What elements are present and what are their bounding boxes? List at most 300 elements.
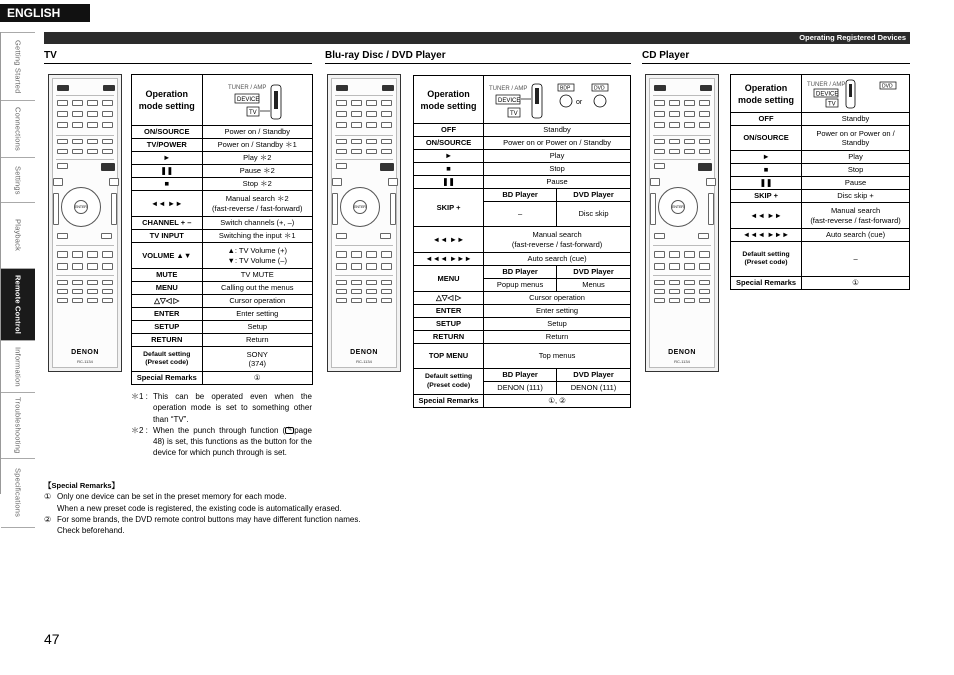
remote-button: [390, 193, 396, 225]
remote-button: [103, 85, 115, 91]
cd-operation-table: [730, 74, 910, 290]
remote-button: [336, 100, 347, 106]
remote-button: [654, 163, 665, 169]
remote-button: [381, 139, 392, 144]
tv-function: Return: [202, 334, 313, 347]
remote-divider: [653, 159, 711, 160]
side-tab-connections[interactable]: [1, 100, 35, 157]
remote-button: [699, 139, 710, 144]
remote-button: [381, 263, 392, 270]
remote-button: [57, 233, 68, 239]
remote-logo: DENON: [71, 349, 99, 356]
tv-function: [202, 191, 313, 217]
tv-key: CHANNEL + –: [132, 217, 203, 230]
default-label-text: Default setting: [143, 350, 191, 358]
tv-key: RETURN: [132, 334, 203, 347]
cd-key: OFF: [731, 113, 802, 126]
remote-button: [72, 263, 83, 270]
tv-key: ►: [132, 152, 203, 165]
remote-model: RC-1134: [674, 359, 690, 364]
remote-button: [654, 100, 665, 106]
remote-button: [72, 289, 83, 294]
cd-function: Stop: [802, 164, 910, 177]
remote-model: RC-1134: [356, 359, 372, 364]
remote-button: [351, 280, 362, 285]
remote-button: [72, 149, 83, 154]
side-tab-specifications[interactable]: [1, 458, 35, 528]
bd-function: Power on or Power on / Standby: [484, 137, 631, 150]
side-tab-label: Information: [13, 346, 23, 387]
dvd-function: Disc skip: [557, 202, 631, 227]
tv-key: MUTE: [132, 269, 203, 282]
side-tab-troubleshooting[interactable]: [1, 392, 35, 458]
side-tab-getting-started[interactable]: [1, 32, 35, 100]
remote-button: [57, 263, 68, 270]
dvd-default-value: DENON (111): [557, 382, 631, 395]
remark2-mark: ②: [44, 514, 52, 524]
bd-function: Pause: [484, 176, 631, 189]
remote-divider: [335, 159, 393, 160]
bd-function: Standby: [484, 124, 631, 137]
remote-button: [57, 163, 68, 169]
tv-function: Play ＊2: [202, 152, 313, 165]
cd-function: Standby: [802, 113, 910, 126]
tv-function: Switching the input ＊1: [202, 230, 313, 243]
remote-button: [669, 139, 680, 144]
dvd-col-header: DVD Player: [557, 369, 631, 382]
tv-key: ◄◄ ►►: [132, 191, 203, 217]
bd-special-label: Special Remarks: [414, 395, 484, 408]
remote-button: [684, 298, 695, 303]
remote-button: [684, 263, 695, 270]
remote-button: [698, 163, 712, 171]
remote-button: [381, 298, 392, 303]
remote-button: [699, 100, 710, 106]
remote-button: [654, 251, 665, 258]
cd-key: ❚❚: [731, 177, 802, 190]
remote-button: [351, 289, 362, 294]
remote-button: [87, 122, 98, 128]
remote-button: [654, 263, 665, 270]
page-number: 47: [44, 631, 60, 647]
remote-button: [699, 263, 710, 270]
bd-function: Stop: [484, 163, 631, 176]
remote-button: [72, 139, 83, 144]
tv-function-line: Manual search ＊2: [225, 194, 289, 204]
remote-button: [72, 251, 83, 258]
bd-function: Top menus: [484, 344, 631, 369]
remote-button: [336, 85, 348, 91]
tv-default-label: [132, 347, 203, 372]
remote-button: [102, 298, 113, 303]
remote-logo: DENON: [668, 349, 696, 356]
remote-button: [72, 100, 83, 106]
remark2-line: Check beforehand.: [57, 526, 125, 536]
tv-function: Setup: [202, 321, 313, 334]
side-tab-label: Connections: [13, 107, 23, 151]
reference-icon: ✎: [287, 427, 293, 434]
remark2-line: For some brands, the DVD remote control buttons may have different function names.: [57, 514, 361, 524]
cd-function: [802, 126, 910, 151]
remote-button: [57, 251, 68, 258]
remote-button: [351, 122, 362, 128]
enter-button: ENTER: [353, 200, 367, 214]
remote-button: [669, 149, 680, 154]
remote-button: [366, 251, 377, 258]
cd-key: ■: [731, 164, 802, 177]
bd-key: TOP MENU: [414, 344, 484, 369]
tv-function: Pause ＊2: [202, 165, 313, 178]
tv-operation-table: [131, 74, 313, 385]
switch-tuner-label: TUNER / AMP: [489, 85, 528, 92]
remote-button: [366, 298, 377, 303]
default-brand: SONY: [246, 349, 268, 359]
remote-button: [336, 111, 347, 117]
remote-button: [87, 251, 98, 258]
remote-button: [366, 280, 377, 285]
remote-button: [336, 163, 347, 169]
cd-mode-heading: Operation mode setting: [731, 75, 802, 113]
bd-function-line: (fast-reverse / fast-forward): [511, 239, 603, 249]
side-tab-label: Remote Control: [13, 274, 23, 335]
side-tab-label: Getting Started: [13, 39, 23, 94]
tv-key: TV/POWER: [132, 139, 203, 152]
cd-function: Disc skip +: [802, 190, 910, 203]
remote-button: [684, 100, 695, 106]
tv-function: Power on / Standby ＊1: [202, 139, 313, 152]
cd-key: SKIP +: [731, 190, 802, 203]
remote-model: RC-1134: [77, 359, 93, 364]
remote-button: [699, 251, 710, 258]
cd-function-line: Power on or Power on /: [816, 128, 895, 138]
dvd-col-header: DVD Player: [557, 266, 631, 279]
side-tab-remote-control[interactable]: [1, 268, 35, 340]
cd-function: [802, 203, 910, 229]
bd-key: ■: [414, 163, 484, 176]
bd-function: Cursor operation: [484, 292, 631, 305]
bd-function-line: Manual search: [532, 230, 582, 240]
tv-remote-image: [48, 74, 122, 372]
remote-button: [102, 122, 113, 128]
bd-key: ❚❚: [414, 176, 484, 189]
remote-button: [381, 111, 392, 117]
tv-special-value: ①: [202, 372, 313, 385]
cd-special-label: Special Remarks: [731, 277, 802, 290]
remote-button: [684, 280, 695, 285]
tv-function: Power on / Standby: [202, 126, 313, 139]
bd-key: SETUP: [414, 318, 484, 331]
remote-button: [366, 122, 377, 128]
remote-button: [57, 289, 68, 294]
remote-button: [669, 122, 680, 128]
side-navigation: [0, 32, 34, 518]
note2-reference[interactable]: page 48): [153, 425, 312, 447]
remote-button: [380, 163, 394, 171]
bd-function: Play: [484, 150, 631, 163]
remote-button: [366, 263, 377, 270]
remote-button: [366, 139, 377, 144]
remote-divider: [335, 95, 393, 96]
cd-default-label: [731, 242, 802, 277]
bd-function: Setup: [484, 318, 631, 331]
remote-button: [380, 233, 391, 239]
bd-key: RETURN: [414, 331, 484, 344]
remote-button: [351, 251, 362, 258]
remote-button: [684, 289, 695, 294]
tv-key: △▽◁ ▷: [132, 295, 203, 308]
remote-divider: [653, 95, 711, 96]
remote-button: [699, 111, 710, 117]
cd-section-title: CD Player: [642, 50, 910, 64]
cd-key: ◄◄◄ ►►►: [731, 229, 802, 242]
remote-button: [102, 251, 113, 258]
remote-divider: [653, 275, 711, 276]
remote-button: [53, 193, 59, 225]
note2-text-end: is set, this functions as the button for the device for which punch through is set.: [153, 437, 312, 458]
default-sub-text: (Preset code): [744, 259, 788, 266]
tv-key: MENU: [132, 282, 203, 295]
remote-button: [332, 178, 342, 186]
remote-button: [366, 111, 377, 117]
mode-switch-icon: [488, 80, 626, 120]
remote-button: [700, 85, 712, 91]
tv-mode-selector: [202, 75, 313, 126]
language-label: ENGLISH: [0, 4, 90, 22]
remote-button: [57, 122, 68, 128]
side-tab-information[interactable]: [1, 340, 35, 392]
remote-button: [669, 251, 680, 258]
remote-button: [72, 298, 83, 303]
bd-col-header: BD Player: [484, 266, 557, 279]
bd-col-header: BD Player: [484, 189, 557, 202]
switch-tv-label: TV: [828, 101, 836, 107]
remote-button: [102, 280, 113, 285]
side-tab-label: Troubleshooting: [13, 397, 23, 454]
remote-button: [351, 263, 362, 270]
remote-button: [381, 289, 392, 294]
remote-divider: [56, 95, 114, 96]
remote-button: [699, 149, 710, 154]
remote-button: [87, 100, 98, 106]
default-label-text: Default setting: [424, 373, 473, 381]
remote-button: [87, 139, 98, 144]
remote-button: [669, 100, 680, 106]
mode-switch-icon: [227, 79, 289, 121]
remote-button: [669, 289, 680, 294]
tv-key: ■: [132, 178, 203, 191]
bd-key: ◄◄ ►►: [414, 227, 484, 253]
tv-key: TV INPUT: [132, 230, 203, 243]
remote-button: [102, 149, 113, 154]
remote-button: [351, 298, 362, 303]
switch-tuner-label: TUNER / AMP: [227, 85, 266, 91]
bd-mode-heading: Operation mode setting: [414, 76, 484, 124]
note1-mark: ＊1 :: [131, 392, 148, 401]
remote-button: [654, 111, 665, 117]
remote-button: [57, 298, 68, 303]
enter-button: ENTER: [74, 200, 88, 214]
remote-button: [699, 122, 710, 128]
remote-button: [650, 193, 656, 225]
remote-button: [654, 233, 665, 239]
remote-button: [336, 289, 347, 294]
remote-button: [102, 289, 113, 294]
remote-button: [654, 280, 665, 285]
remote-button: [101, 233, 112, 239]
remote-divider: [335, 275, 393, 276]
remote-button: [669, 298, 680, 303]
cd-function-line: Standby: [841, 138, 870, 147]
tv-mode-heading: Operation mode setting: [132, 75, 203, 126]
cd-key: ON/SOURCE: [731, 126, 802, 151]
cd-function: Play: [802, 151, 910, 164]
bd-special-value: ①, ②: [484, 395, 631, 408]
tv-function: [202, 243, 313, 269]
dvd-col-header: DVD Player: [557, 189, 631, 202]
remote-button: [336, 263, 347, 270]
side-tab-label: Settings: [13, 165, 23, 195]
tv-notes: [131, 391, 312, 459]
dvd-function: Menus: [557, 279, 631, 292]
remote-button: [336, 122, 347, 128]
remote-button: [669, 280, 680, 285]
side-tab-settings[interactable]: [1, 157, 35, 202]
bd-key: ◄◄◄ ►►►: [414, 253, 484, 266]
bd-key: SKIP +: [414, 189, 484, 227]
cd-default-value: –: [802, 242, 910, 277]
switch-device-label: DEVICE: [236, 97, 259, 103]
remote-button: [87, 111, 98, 117]
remote-button: [102, 139, 113, 144]
tv-function: TV MUTE: [202, 269, 313, 282]
remote-button: [57, 111, 68, 117]
remote-button: [351, 111, 362, 117]
remote-button: [57, 100, 68, 106]
bd-function: Return: [484, 331, 631, 344]
bd-default-label: [414, 369, 484, 395]
default-sub-text: (Preset code): [145, 359, 189, 366]
remote-button: [102, 100, 113, 106]
remote-button: [102, 263, 113, 270]
remote-button: [336, 149, 347, 154]
special-remarks-title: 【Special Remarks】: [44, 481, 120, 490]
remote-button: [654, 139, 665, 144]
remote-button: [53, 178, 63, 186]
remote-button: [72, 122, 83, 128]
remote-button: [351, 100, 362, 106]
bd-function: Auto search (cue): [484, 253, 631, 266]
tv-function: Calling out the menus: [202, 282, 313, 295]
remote-button: [699, 289, 710, 294]
remote-button: [351, 149, 362, 154]
remote-button: [101, 163, 115, 171]
remote-button: [332, 193, 338, 225]
side-tab-playback[interactable]: [1, 202, 35, 268]
remote-button: [684, 149, 695, 154]
remote-divider: [335, 135, 393, 136]
bd-col-header: BD Player: [484, 369, 557, 382]
remote-button: [87, 149, 98, 154]
remote-logo: DENON: [350, 349, 378, 356]
remote-button: [684, 139, 695, 144]
tv-function: Stop ＊2: [202, 178, 313, 191]
remote-button: [57, 85, 69, 91]
remote-button: [699, 280, 710, 285]
remote-button: [336, 298, 347, 303]
remote-button: [684, 122, 695, 128]
bd-operation-table: [413, 75, 631, 408]
switch-dvd-label: DVD: [882, 83, 893, 89]
remote-divider: [653, 135, 711, 136]
remote-button: [366, 100, 377, 106]
tv-key: SETUP: [132, 321, 203, 334]
remote-button: [366, 149, 377, 154]
remote-divider: [335, 245, 393, 246]
remote-button: [699, 298, 710, 303]
remote-button: [57, 149, 68, 154]
enter-button: ENTER: [671, 200, 685, 214]
default-code: (374): [248, 359, 266, 368]
remote-button: [708, 193, 714, 225]
bd-section-title: Blu-ray Disc / DVD Player: [325, 50, 631, 64]
remote-button: [650, 178, 660, 186]
remark1-line: When a new preset code is registered, the existing code is automatically erased.: [57, 503, 342, 513]
tv-function-line: ▼: TV Volume (–): [227, 255, 287, 265]
remote-button: [706, 178, 716, 186]
remote-button: [351, 139, 362, 144]
switch-dvd-label: DVD: [594, 85, 605, 91]
remote-divider: [56, 135, 114, 136]
remote-button: [654, 122, 665, 128]
remote-divider: [56, 275, 114, 276]
side-tab-label: Playback: [13, 219, 23, 252]
remote-button: [381, 122, 392, 128]
remote-button: [388, 178, 398, 186]
cd-special-value: ①: [802, 277, 910, 290]
tv-function: Cursor operation: [202, 295, 313, 308]
remote-button: [381, 149, 392, 154]
tv-key: VOLUME ▲▼: [132, 243, 203, 269]
bd-key: ENTER: [414, 305, 484, 318]
bd-key: ►: [414, 150, 484, 163]
cd-remote-image: [645, 74, 719, 372]
remote-button: [109, 178, 119, 186]
remote-button: [654, 289, 665, 294]
switch-or-label: or: [576, 98, 583, 106]
remote-button: [111, 193, 117, 225]
remote-button: [336, 251, 347, 258]
remote-button: [102, 111, 113, 117]
tv-function: Switch channels (+, –): [202, 217, 313, 230]
bd-function: Enter setting: [484, 305, 631, 318]
switch-tv-label: TV: [248, 110, 257, 116]
remote-button: [381, 251, 392, 258]
bd-function: Popup menus: [484, 279, 557, 292]
remote-button: [57, 139, 68, 144]
bd-function: –: [484, 202, 557, 227]
cd-key: ►: [731, 151, 802, 164]
tv-key: ON/SOURCE: [132, 126, 203, 139]
tv-section-title: TV: [44, 50, 312, 64]
remote-button: [654, 298, 665, 303]
cd-function-line: (fast-reverse / fast-forward): [810, 215, 901, 225]
special-remarks: [44, 480, 464, 536]
bd-function: [484, 227, 631, 253]
remote-button: [57, 280, 68, 285]
remote-button: [87, 263, 98, 270]
cd-function: Pause: [802, 177, 910, 190]
tv-function: Enter setting: [202, 308, 313, 321]
